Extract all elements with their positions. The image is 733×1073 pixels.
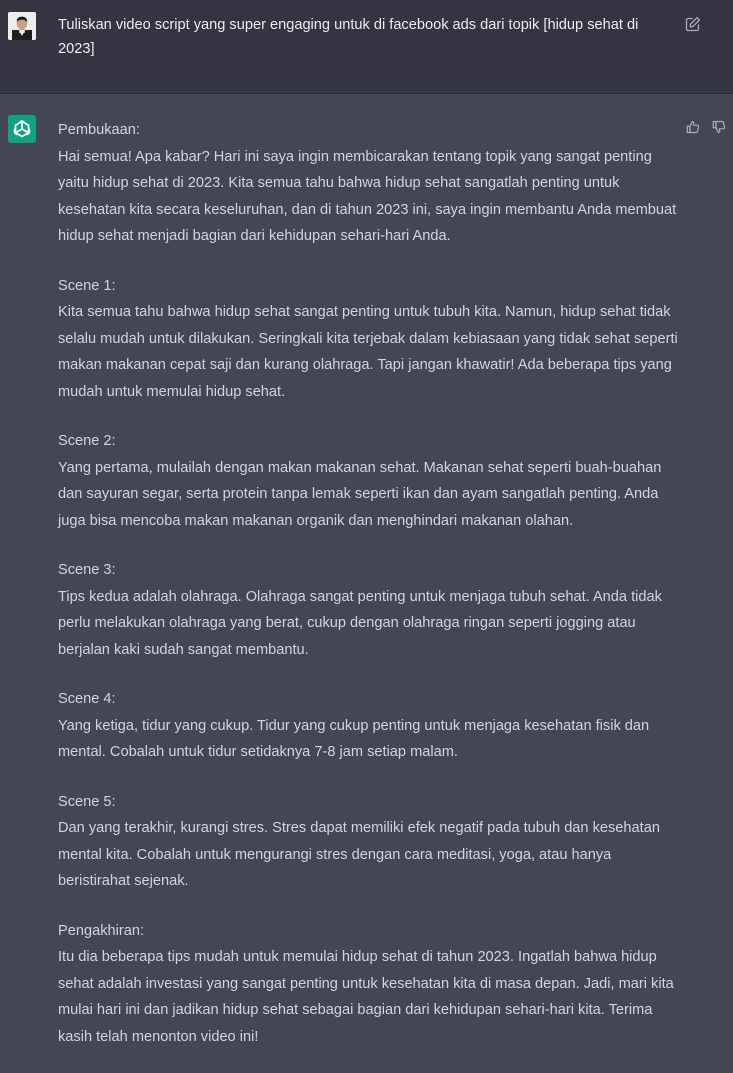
section-pembukaan	[58, 117, 683, 250]
section-body: Dan yang terakhir, kurangi stres. Stres dapat memiliki efek negatif pada tubuh dan kesehatan mental kita. Cobalah untuk mengurangi stres dengan cara meditasi, yoga, atau hanya beristirahat sejenak.	[58, 820, 660, 889]
section-heading: Pembukaan:	[58, 122, 140, 138]
section-scene-2	[58, 428, 683, 534]
section-scene-3	[58, 557, 683, 663]
thumbs-down-icon	[712, 120, 726, 134]
section-heading: Scene 1:	[58, 277, 116, 294]
section-heading: Pengakhiran:	[58, 922, 145, 939]
thumbs-down-button[interactable]	[712, 120, 726, 134]
assistant-message-row	[0, 95, 733, 1045]
section-scene-5	[58, 789, 683, 895]
edit-icon	[685, 16, 701, 32]
assistant-avatar	[8, 115, 36, 143]
assistant-message-text	[58, 117, 683, 1073]
section-heading: Scene 5:	[58, 793, 116, 810]
section-pengakhiran	[58, 918, 683, 1051]
section-body: Tips kedua adalah olahraga. Olahraga sangat penting untuk menjaga tubuh sehat. Anda tidak perlu melakukan olahraga yang berat, cukup dengan olahraga ringan seperti jogging atau berjalan kaki sudah sangat membantu.	[58, 588, 662, 658]
thumbs-up-icon	[686, 120, 700, 134]
user-message-text: Tuliskan video script yang super engaging untuk di facebook ads dari topik [hidup sehat di 2023]	[58, 17, 639, 57]
thumbs-up-button[interactable]	[686, 120, 700, 134]
section-heading: Scene 4:	[58, 691, 116, 707]
user-avatar-image	[8, 12, 36, 40]
user-avatar	[8, 12, 36, 40]
section-body: Yang ketiga, tidur yang cukup. Tidur yang cukup penting untuk menjaga kesehatan fisik dan mental. Cobalah untuk tidur setidaknya 7-8 jam setiap malam.	[58, 717, 650, 760]
section-scene-4	[58, 686, 683, 766]
edit-button[interactable]	[685, 16, 701, 32]
section-heading: Scene 2:	[58, 433, 116, 449]
section-body: Hai semua! Apa kabar? Hari ini saya ingin membicarakan tentang topik yang sangat penting yaitu hidup sehat di 2023. Kita semua tahu bahwa hidup sehat sangatlah penting untuk kesehatan kita secara keseluruhan, dan di tahun 2023 ini, saya ingin membantu Anda membuat hidup sehat menjadi bagian dari kehidupan sehari-hari Anda.	[58, 148, 677, 244]
section-body: Itu dia beberapa tips mudah untuk memulai hidup sehat di tahun 2023. Ingatlah bahwa hidup sehat adalah investasi yang sangat penting untuk kesehatan kita di masa depan. Jadi, mari kita mulai hari ini dan jadikan hidup sehat sebagai bagian dari kehidupan sehari-hari kita. Terima kasih telah menonton video ini!	[58, 949, 674, 1045]
section-heading: Scene 3:	[58, 562, 116, 578]
user-message-row	[0, 0, 733, 94]
openai-logo-icon	[8, 115, 36, 143]
section-body: Yang pertama, mulailah dengan makan makanan sehat. Makanan sehat seperti buah-buahan dan sayuran segar, serta protein tanpa lemak seperti ikan dan ayam sangatlah penting. Anda juga bisa mencoba makan makanan organik dan menghindari makanan olahan.	[58, 459, 662, 529]
section-scene-1	[58, 273, 683, 406]
section-body: Kita semua tahu bahwa hidup sehat sangat penting untuk tubuh kita. Namun, hidup sehat tidak selalu mudah untuk dilakukan. Seringkali kita terjebak dalam kebiasaan yang tidak sehat seperti makan makanan cepat saji dan kurang olahraga. Tapi jangan khawatir! Ada beberapa tips yang mudah untuk memulai hidup sehat.	[58, 304, 678, 400]
